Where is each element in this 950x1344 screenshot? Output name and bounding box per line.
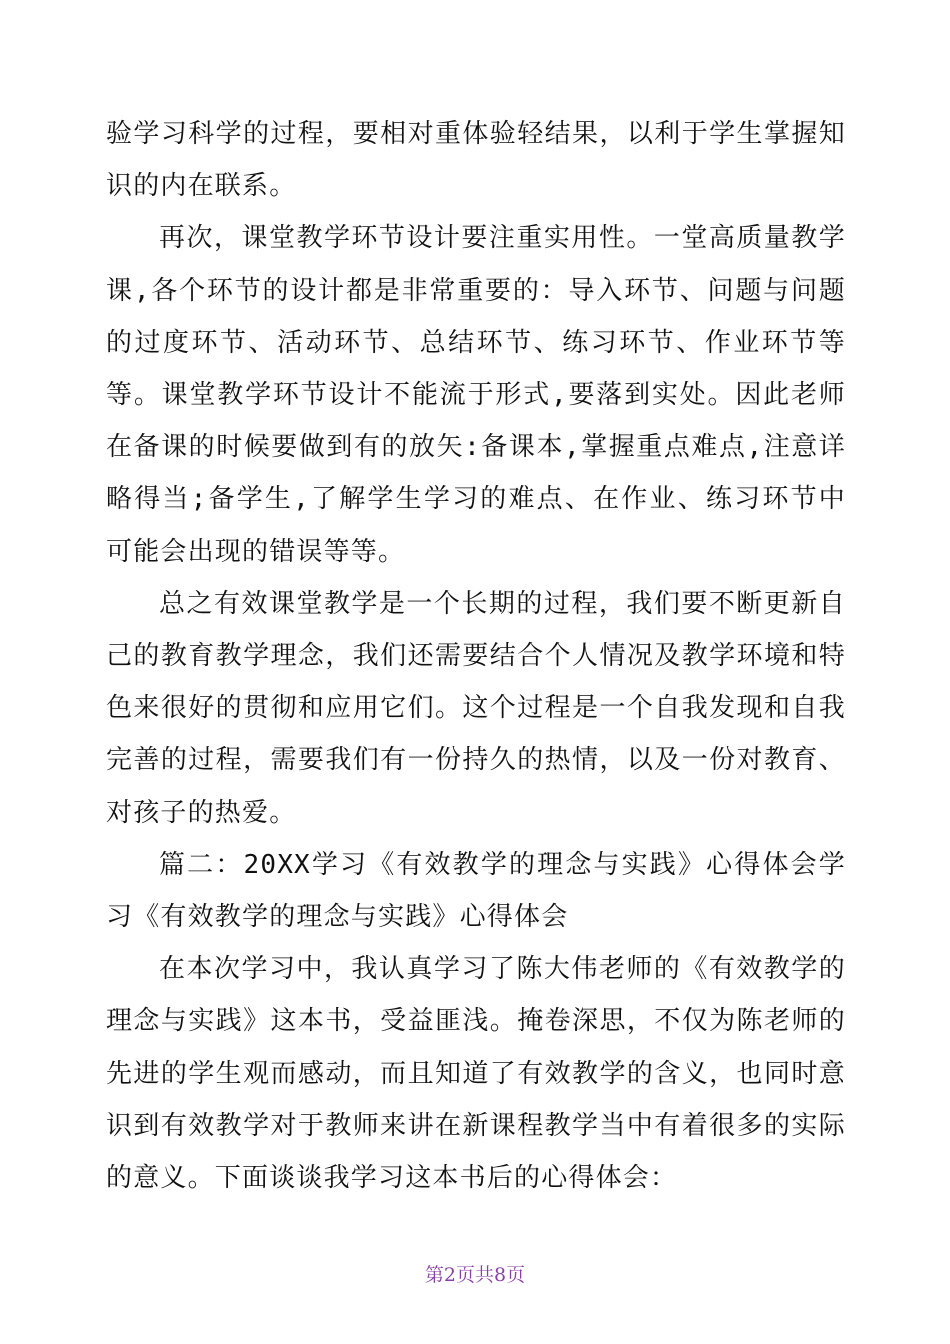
paragraph-1: 验学习科学的过程，要相对重体验轻结果，以利于学生掌握知识的内在联系。: [106, 119, 846, 202]
document-body: [106, 108, 846, 1204]
paragraph-2: 再次，课堂教学环节设计要注重实用性。一堂高质量教学课,各个环节的设计都是非常重要的：导入环节、问题与问题的过度环节、活动环节、总结环节、练习环节、作业环节等等。课堂教学环节设计不能流于形式,要落到实处。因此老师在备课的时候要做到有的放矢:备课本,掌握重点难点,注意详略得当;备学生,了解学生学习的难点、在作业、练习环节中可能会出现的错误等等。: [106, 223, 846, 567]
page-number: 第2页共8页: [424, 1264, 526, 1286]
paragraph-3: 总之有效课堂教学是一个长期的过程，我们要不断更新自己的教育教学理念，我们还需要结合个人情况及教学环境和特色来很好的贯彻和应用它们。这个过程是一个自我发现和自我完善的过程，需要我们有一份持久的热情，以及一份对教育、对孩子的热爱。: [106, 588, 846, 828]
paragraph-4: 在本次学习中，我认真学习了陈大伟老师的《有效教学的理念与实践》这本书，受益匪浅。掩卷深思，不仅为陈老师的先进的学生观而感动，而且知道了有效教学的含义，也同时意识到有效教学对于教师来讲在新课程教学当中有着很多的实际的意义。下面谈谈我学习这本书后的心得体会：: [106, 954, 846, 1194]
section-heading: 篇二：20XX学习《有效教学的理念与实践》心得体会学习《有效教学的理念与实践》心得体会: [106, 849, 846, 933]
